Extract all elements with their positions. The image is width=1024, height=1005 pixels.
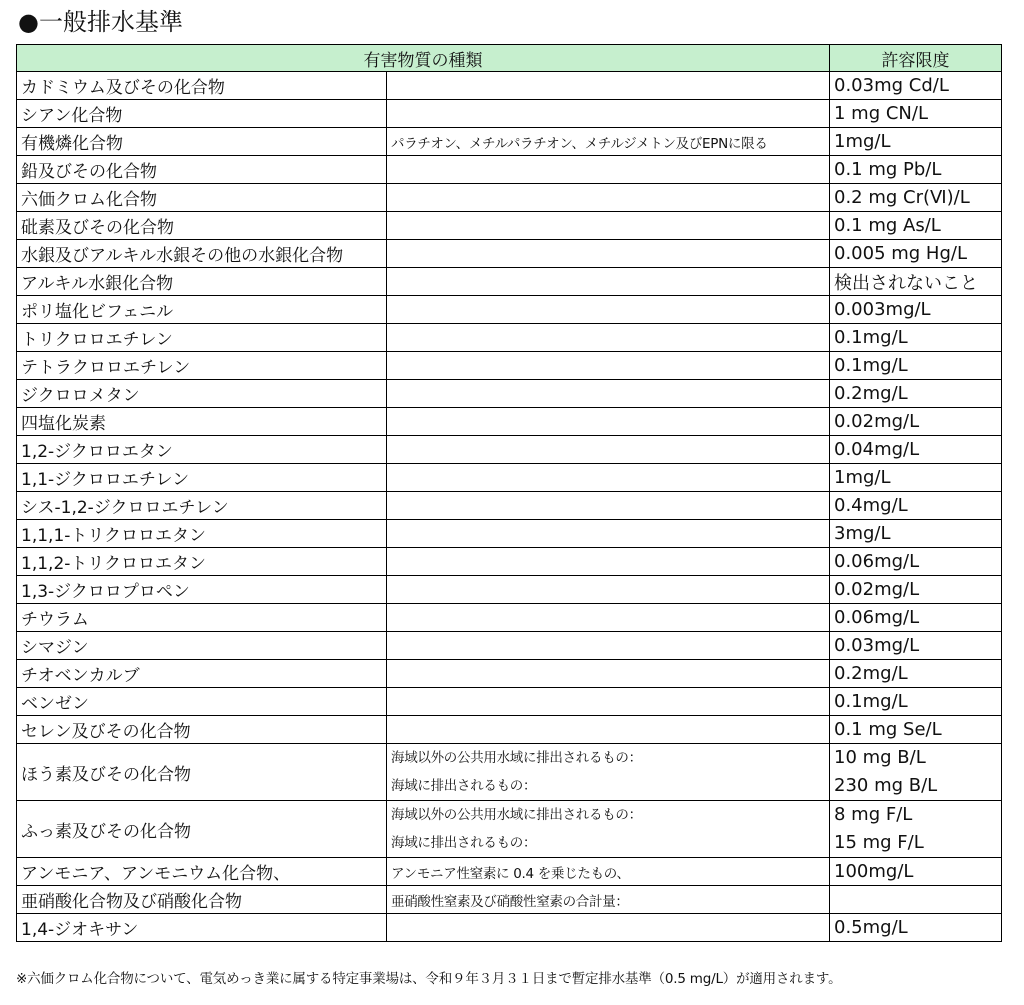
allowable-limit bbox=[830, 548, 1002, 576]
allowable-limit bbox=[830, 128, 1002, 156]
substance-name: 水銀及びアルキル水銀その他の水銀化合物 bbox=[17, 240, 387, 268]
table-row bbox=[17, 716, 1002, 744]
limit-value: 0.2mg/L bbox=[834, 663, 908, 684]
substance-name: シアン化合物 bbox=[17, 100, 387, 128]
allowable-limit bbox=[830, 184, 1002, 212]
substance-note bbox=[387, 688, 830, 716]
allowable-limit bbox=[830, 212, 1002, 240]
substance-name: シマジン bbox=[17, 632, 387, 660]
substance-name: ポリ塩化ビフェニル bbox=[17, 296, 387, 324]
table-row bbox=[17, 72, 1002, 100]
allowable-limit bbox=[830, 858, 1002, 886]
table-row bbox=[17, 380, 1002, 408]
substance-note bbox=[387, 128, 830, 156]
substance-note bbox=[387, 744, 830, 801]
limit-value: 0.005 mg Hg/L bbox=[834, 243, 967, 264]
allowable-limit bbox=[830, 72, 1002, 100]
limit-value: 0.1 mg As/L bbox=[834, 215, 941, 236]
table-row bbox=[17, 604, 1002, 632]
substance-note bbox=[387, 352, 830, 380]
table-row bbox=[17, 128, 1002, 156]
substance-note bbox=[387, 100, 830, 128]
table-row bbox=[17, 100, 1002, 128]
substance-note bbox=[387, 604, 830, 632]
table-row bbox=[17, 520, 1002, 548]
substance-name: テトラクロロエチレン bbox=[17, 352, 387, 380]
allowable-limit bbox=[830, 352, 1002, 380]
limit-value: 0.1mg/L bbox=[834, 691, 908, 712]
allowable-limit bbox=[830, 324, 1002, 352]
limit-value: 0.06mg/L bbox=[834, 551, 920, 572]
limit-value: 0.06mg/L bbox=[834, 607, 920, 628]
substance-name: アルキル水銀化合物 bbox=[17, 268, 387, 296]
limit-value: 0.1mg/L bbox=[834, 327, 908, 348]
limit-value: 0.4mg/L bbox=[834, 495, 908, 516]
table-row bbox=[17, 886, 1002, 914]
table-row bbox=[17, 548, 1002, 576]
substance-note bbox=[387, 156, 830, 184]
table-row bbox=[17, 324, 1002, 352]
substance-name: チウラム bbox=[17, 604, 387, 632]
allowable-limit bbox=[830, 492, 1002, 520]
note-text: 亜硝酸性窒素及び硝酸性窒素の合計量： bbox=[391, 893, 629, 910]
allowable-limit bbox=[830, 914, 1002, 942]
substance-note bbox=[387, 436, 830, 464]
allowable-limit bbox=[830, 408, 1002, 436]
limit-value: 0.04mg/L bbox=[834, 439, 920, 460]
allowable-limit bbox=[830, 688, 1002, 716]
table-row bbox=[17, 436, 1002, 464]
allowable-limit bbox=[830, 576, 1002, 604]
table-row bbox=[17, 408, 1002, 436]
substance-note bbox=[387, 212, 830, 240]
note-text: 海域に排出されるもの： bbox=[391, 835, 537, 851]
allowable-limit bbox=[830, 464, 1002, 492]
table-row bbox=[17, 492, 1002, 520]
note-text: パラチオン、メチルパラチオン、メチルジメトン及びEPNに限る bbox=[391, 135, 768, 152]
limit-value: 検出されないこと bbox=[834, 272, 978, 294]
table-row bbox=[17, 660, 1002, 688]
substance-note bbox=[387, 184, 830, 212]
substance-name: アンモニア、アンモニウム化合物、 bbox=[17, 858, 387, 886]
substance-note bbox=[387, 548, 830, 576]
limit-value: 0.03mg/L bbox=[834, 635, 920, 656]
substance-note bbox=[387, 408, 830, 436]
limit-value: 0.5mg/L bbox=[834, 917, 908, 938]
substance-note bbox=[387, 716, 830, 744]
table-row bbox=[17, 632, 1002, 660]
limit-value: 0.03mg Cd/L bbox=[834, 75, 949, 96]
table-row bbox=[17, 914, 1002, 942]
limit-value: 0.1 mg Se/L bbox=[834, 719, 942, 740]
footnote: ※六価クロム化合物について、電気めっき業に属する特定事業場は、令和９年３月３１日まで暫定排水基準（0.5 mg/L）が適用されます。 bbox=[16, 971, 842, 987]
limit-value: 0.003mg/L bbox=[834, 299, 931, 320]
limit-value: 230 mg B/L bbox=[834, 775, 938, 796]
effluent-standards-table bbox=[16, 44, 1002, 942]
note-text: 海域に排出されるもの： bbox=[391, 778, 537, 794]
limit-value: 1mg/L bbox=[834, 131, 891, 152]
header-allowable-limit: 許容限度 bbox=[830, 45, 1002, 72]
substance-name: 1,1,2-トリクロロエタン bbox=[17, 548, 387, 576]
substance-note bbox=[387, 268, 830, 296]
substance-note bbox=[387, 492, 830, 520]
table-row bbox=[17, 744, 1002, 801]
table-row bbox=[17, 268, 1002, 296]
allowable-limit bbox=[830, 520, 1002, 548]
substance-name: 砒素及びその化合物 bbox=[17, 212, 387, 240]
allowable-limit bbox=[830, 801, 1002, 858]
limit-value: 1mg/L bbox=[834, 467, 891, 488]
table-row bbox=[17, 184, 1002, 212]
substance-note bbox=[387, 464, 830, 492]
limit-value: 0.02mg/L bbox=[834, 411, 920, 432]
substance-note bbox=[387, 72, 830, 100]
allowable-limit bbox=[830, 716, 1002, 744]
limit-value: 0.1 mg Pb/L bbox=[834, 159, 942, 180]
allowable-limit bbox=[830, 604, 1002, 632]
table-row bbox=[17, 156, 1002, 184]
note-text: 海域以外の公共用水域に排出されるもの： bbox=[391, 750, 642, 766]
page-title: ●一般排水基準 bbox=[18, 8, 183, 36]
substance-name: トリクロロエチレン bbox=[17, 324, 387, 352]
substance-note bbox=[387, 632, 830, 660]
allowable-limit bbox=[830, 380, 1002, 408]
substance-name: 1,3-ジクロロプロペン bbox=[17, 576, 387, 604]
table-row bbox=[17, 212, 1002, 240]
table-row bbox=[17, 464, 1002, 492]
limit-value: 10 mg B/L bbox=[834, 747, 926, 768]
substance-note bbox=[387, 240, 830, 268]
allowable-limit bbox=[830, 436, 1002, 464]
note-text: アンモニア性窒素に 0.4 を乗じたもの、 bbox=[391, 865, 630, 882]
substance-name: 1,2-ジクロロエタン bbox=[17, 436, 387, 464]
table-row bbox=[17, 240, 1002, 268]
limit-value: 15 mg F/L bbox=[834, 832, 924, 853]
allowable-limit bbox=[830, 156, 1002, 184]
substance-note bbox=[387, 858, 830, 886]
substance-name: シス-1,2-ジクロロエチレン bbox=[17, 492, 387, 520]
table-row bbox=[17, 801, 1002, 858]
substance-name: 鉛及びその化合物 bbox=[17, 156, 387, 184]
table-row bbox=[17, 352, 1002, 380]
allowable-limit bbox=[830, 296, 1002, 324]
substance-name: チオベンカルブ bbox=[17, 660, 387, 688]
substance-note bbox=[387, 380, 830, 408]
table-header-row bbox=[17, 45, 1002, 72]
limit-value: 0.2 mg Cr(Ⅵ)/L bbox=[834, 187, 970, 208]
allowable-limit bbox=[830, 240, 1002, 268]
substance-name: ふっ素及びその化合物 bbox=[17, 801, 387, 858]
substance-name: 亜硝酸化合物及び硝酸化合物 bbox=[17, 886, 387, 914]
substance-note bbox=[387, 324, 830, 352]
limit-value: 0.2mg/L bbox=[834, 383, 908, 404]
allowable-limit bbox=[830, 660, 1002, 688]
limit-value: 8 mg F/L bbox=[834, 804, 913, 825]
header-substance-type: 有害物質の種類 bbox=[17, 45, 830, 72]
substance-name: ほう素及びその化合物 bbox=[17, 744, 387, 801]
table-body bbox=[17, 72, 1002, 942]
allowable-limit bbox=[830, 100, 1002, 128]
substance-name: 1,1-ジクロロエチレン bbox=[17, 464, 387, 492]
substance-name: 四塩化炭素 bbox=[17, 408, 387, 436]
substance-note bbox=[387, 520, 830, 548]
allowable-limit bbox=[830, 744, 1002, 801]
allowable-limit bbox=[830, 268, 1002, 296]
limit-value: 1 mg CN/L bbox=[834, 103, 928, 124]
substance-note bbox=[387, 801, 830, 858]
substance-name: 1,4-ジオキサン bbox=[17, 914, 387, 942]
substance-name: ジクロロメタン bbox=[17, 380, 387, 408]
limit-value: 0.1mg/L bbox=[834, 355, 908, 376]
table-row bbox=[17, 576, 1002, 604]
table-row bbox=[17, 296, 1002, 324]
substance-note bbox=[387, 296, 830, 324]
substance-name: カドミウム及びその化合物 bbox=[17, 72, 387, 100]
limit-value: 100mg/L bbox=[834, 861, 914, 882]
table-row bbox=[17, 688, 1002, 716]
substance-name: セレン及びその化合物 bbox=[17, 716, 387, 744]
substance-name: 六価クロム化合物 bbox=[17, 184, 387, 212]
limit-value: 0.02mg/L bbox=[834, 579, 920, 600]
substance-note bbox=[387, 576, 830, 604]
substance-note bbox=[387, 660, 830, 688]
substance-note bbox=[387, 886, 830, 914]
substance-name: 1,1,1-トリクロロエタン bbox=[17, 520, 387, 548]
limit-value: 3mg/L bbox=[834, 523, 891, 544]
note-text: 海域以外の公共用水域に排出されるもの： bbox=[391, 807, 642, 823]
allowable-limit bbox=[830, 632, 1002, 660]
table-row bbox=[17, 858, 1002, 886]
substance-name: 有機燐化合物 bbox=[17, 128, 387, 156]
allowable-limit bbox=[830, 886, 1002, 914]
substance-note bbox=[387, 914, 830, 942]
substance-name: ベンゼン bbox=[17, 688, 387, 716]
